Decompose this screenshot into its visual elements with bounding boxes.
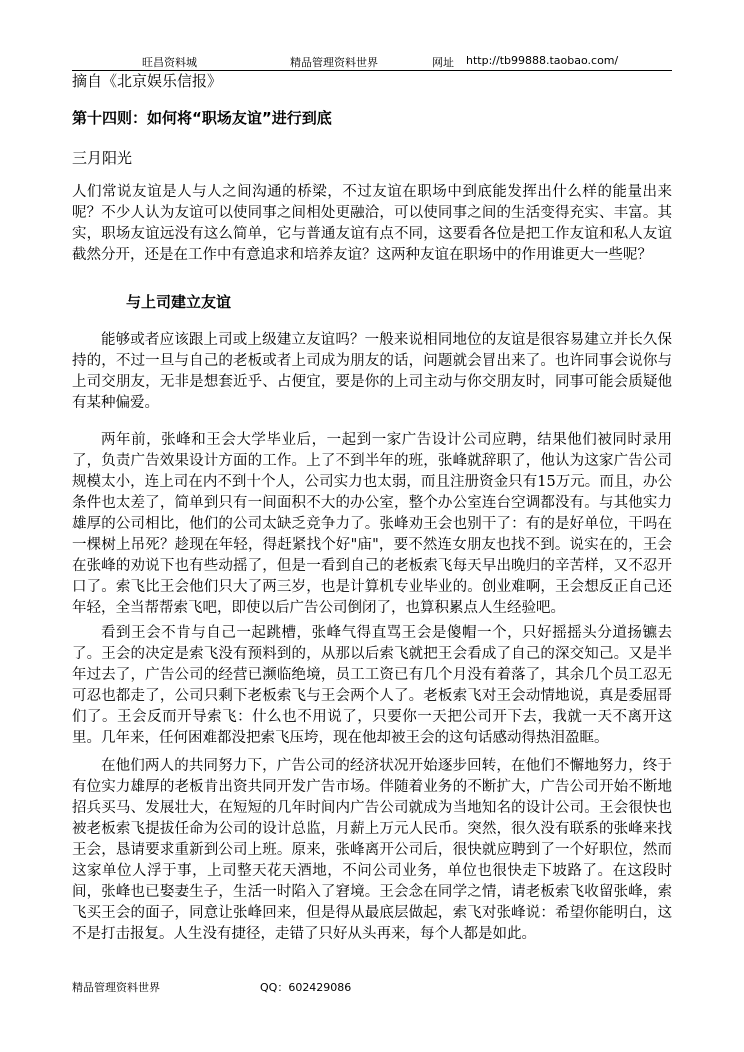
footer-site-name: 精品管理资料世界 xyxy=(72,981,160,994)
header-url-label: 网址 xyxy=(432,56,454,69)
article-source: 摘自《北京娱乐信报》 xyxy=(72,72,223,90)
header-store-name: 旺昌资料城 xyxy=(142,56,197,69)
intro-paragraph: 人们常说友谊是人与人之间沟通的桥梁，不过友谊在职场中到底能发挥出什么样的能量出来呢？不少人认为友谊可以使同事之间相处更融洽，可以使同事之间的生活变得充实、丰富。其实，职场友谊远没有这么简单，它与普通友谊有点不同，这要看各位是把工作友谊和私人友谊截然分开，还是在工作中有意追求和培养友谊？这两种友谊在职场中的作用谁更大一些呢？ xyxy=(72,184,672,263)
body-paragraph: 在他们两人的共同努力下，广告公司的经济状况开始逐步回转，在他们不懈地努力，终于有位实力雄厚的老板肯出资共同开发广告市场。伴随着业务的不断扩大，广告公司开始不断地招兵买马、发展壮大，在短短的几年时间内广告公司就成为当地知名的设计公司。王会很快也被老板索飞提拔任命为公司的设计总监，月薪上万元人民币。突然，很久没有联系的张峰来找王会，恳请要求重新到公司上班。原来，张峰离开公司后，很快就应聘到了一个好职位，然而这家单位人浮于事，上司整天花天酒地，不问公司业务，单位也很快走下坡路了。在这段时间，张峰也已娶妻生子，生活一时陷入了窘境。王会念在同学之情，请老板索飞收留张峰，索飞买王会的面子，同意让张峰回来，但是得从最底层做起，索飞对张峰说：希望你能明白，这不是打击报复。人生没有捷径，走错了只好从头再来，每个人都是如此。 xyxy=(72,758,672,942)
header-site-name: 精品管理资料世界 xyxy=(290,56,378,69)
body-paragraph: 两年前，张峰和王会大学毕业后，一起到一家广告设计公司应聘，结果他们被同时录用了，负责广告效果设计方面的工作。上了不到半年的班，张峰就辞职了，他认为这家广告公司规模太小，连上司在内不到十个人，公司实力也太弱，而且注册资金只有15万元。而且，办公条件也太差了，简单到只有一间面积不大的办公室，整个办公室连台空调都没有。与其他实力雄厚的公司相比，他们的公司太缺乏竞争力了。张峰劝王会也别干了：有的是好单位，干吗在一棵树上吊死？趁现在年轻，得赶紧找个好"庙"，要不然连女朋友也找不到。说实在的，王会在张峰的劝说下也有些动摇了，但是一看到自己的老板索飞每天早出晚归的辛苦样，又不忍开口了。索飞比王会他们只大了两三岁，也是计算机专业毕业的。创业难啊，王会想反正自己还年轻，全当帮帮索飞吧，即使以后广告公司倒闭了，也算积累点人生经验吧。 xyxy=(72,432,672,616)
body-paragraph: 能够或者应该跟上司或上级建立友谊吗？一般来说相同地位的友谊是很容易建立并长久保持的，不过一旦与自己的老板或者上司成为朋友的话，问题就会冒出来了。也许同事会说你与上司交朋友，无非是想套近乎、占便宜，要是你的上司主动与你交朋友时，同事可能会质疑他有某种偏爱。 xyxy=(72,332,672,411)
footer-qq: QQ：602429086 xyxy=(260,981,352,994)
header-url-link[interactable]: http://tb99888.taobao.com/ xyxy=(466,54,619,67)
body-paragraph: 看到王会不肯与自己一起跳槽，张峰气得直骂王会是傻帽一个，只好摇摇头分道扬镳去了。王会的决定是索飞没有预料到的，从那以后索飞就把王会看成了自己的深交知己。又是半年过去了，广告公司的经营已濒临绝境，员工工资已有几个月没有着落了，其余几个员工忍无可忍也都走了，公司只剩下老板索飞与王会两个人了。老板索飞对王会动情地说，真是委屈哥们了。王会反而开导索飞：什么也不用说了，只要你一天把公司开下去，我就一天不离开这里。几年来，任何困难都没把索飞压垮，现在他却被王会的这句话感动得热泪盈眶。 xyxy=(72,625,672,746)
article-author: 三月阳光 xyxy=(72,149,133,167)
section-heading: 与上司建立友谊 xyxy=(126,293,232,311)
page-header xyxy=(72,52,672,71)
article-title: 第十四则：如何将“职场友谊”进行到底 xyxy=(72,109,332,127)
